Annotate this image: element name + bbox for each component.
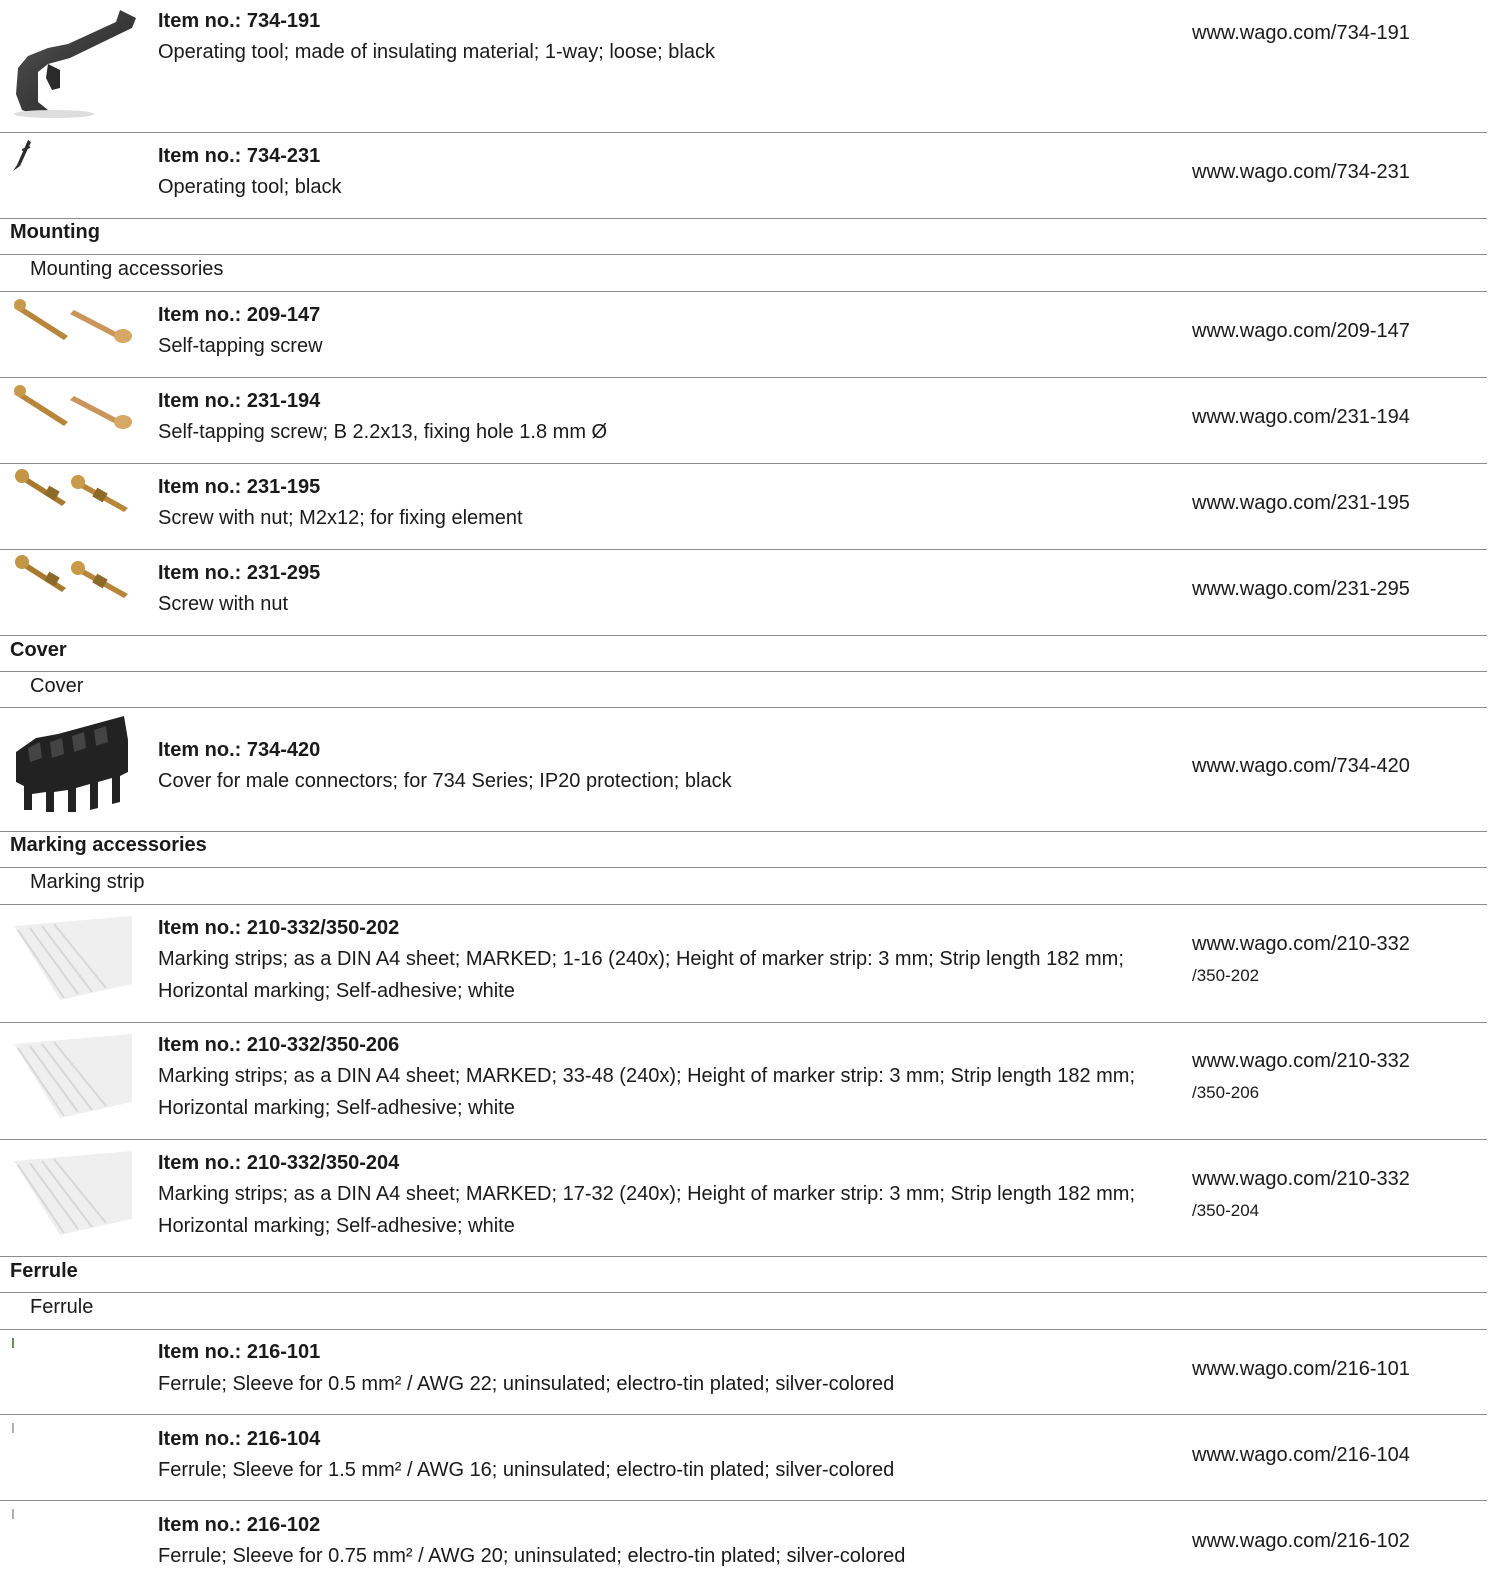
ferrule-image — [8, 1507, 140, 1523]
product-link[interactable]: www.wago.com/209-147 — [1192, 320, 1410, 342]
product-link[interactable]: www.wago.com/231-194 — [1192, 406, 1410, 428]
marking-strip-sheet-image — [8, 912, 140, 1004]
category-heading: Cover — [10, 639, 67, 661]
product-link-line: www.wago.com/210-332 — [1192, 1168, 1410, 1190]
item-number: Item no.: 231-194 — [158, 390, 321, 412]
item-description: Operating tool; made of insulating material; 1-way; loose; black — [158, 41, 715, 63]
product-link-line: /350-204 — [1192, 1201, 1260, 1220]
row-divider — [0, 463, 1487, 464]
product-link-line: /350-206 — [1192, 1083, 1260, 1102]
item-number: Item no.: 210-332/350-206 — [158, 1034, 400, 1056]
category-heading: Ferrule — [10, 1260, 78, 1282]
item-description: Marking strips; as a DIN A4 sheet; MARKED; 17-32 (240x); Height of marker strip: 3 mm; Strip length 182 mm; Horizontal marking; Self-adhesive; white — [158, 1183, 1136, 1237]
item-number: Item no.: 210-332/350-202 — [158, 917, 400, 939]
item-number: Item no.: 209-147 — [158, 304, 321, 326]
category-heading: Mounting — [10, 221, 100, 243]
item-description: Screw with nut — [158, 593, 289, 615]
marking-strip-sheet-image — [8, 1030, 140, 1122]
row-divider — [0, 1500, 1487, 1501]
product-link[interactable] — [1192, 1163, 1482, 1227]
item-number: Item no.: 216-102 — [158, 1514, 321, 1536]
product-link-line: /350-202 — [1192, 966, 1260, 985]
row-divider — [0, 831, 1487, 832]
product-link[interactable]: www.wago.com/216-104 — [1192, 1444, 1410, 1466]
product-link-line: www.wago.com/210-332 — [1192, 933, 1410, 955]
item-number: Item no.: 216-104 — [158, 1428, 321, 1450]
self-tapping-screw-image — [8, 296, 140, 346]
row-divider — [0, 671, 1487, 672]
item-description: Screw with nut; M2x12; for fixing element — [158, 507, 523, 529]
row-divider — [0, 1292, 1487, 1293]
product-link[interactable] — [1192, 1045, 1482, 1109]
row-divider — [0, 377, 1487, 378]
row-divider — [0, 867, 1487, 868]
item-number: Item no.: 210-332/350-204 — [158, 1152, 400, 1174]
item-number: Item no.: 734-420 — [158, 739, 321, 761]
row-divider — [0, 1256, 1487, 1257]
item-description: Ferrule; Sleeve for 1.5 mm² / AWG 16; uninsulated; electro-tin plated; silver-colored — [158, 1459, 895, 1481]
product-link[interactable]: www.wago.com/734-231 — [1192, 161, 1410, 183]
product-link[interactable]: www.wago.com/216-102 — [1192, 1530, 1410, 1552]
row-divider — [0, 549, 1487, 550]
row-divider — [0, 218, 1487, 219]
item-number: Item no.: 231-195 — [158, 476, 321, 498]
item-number: Item no.: 734-231 — [158, 145, 321, 167]
product-link[interactable]: www.wago.com/231-295 — [1192, 578, 1410, 600]
row-divider — [0, 904, 1487, 905]
subcategory-heading: Cover — [30, 675, 84, 697]
item-description: Ferrule; Sleeve for 0.5 mm² / AWG 22; uninsulated; electro-tin plated; silver-colored — [158, 1373, 895, 1395]
operating-tool-hook-image — [8, 6, 140, 120]
subcategory-heading: Mounting accessories — [30, 258, 224, 280]
product-link[interactable] — [1192, 928, 1482, 992]
product-link[interactable]: www.wago.com/734-420 — [1192, 755, 1410, 777]
ferrule-image — [8, 1336, 140, 1352]
item-description: Operating tool; black — [158, 176, 342, 198]
item-description: Self-tapping screw; B 2.2x13, fixing hole 1.8 mm Ø — [158, 421, 608, 443]
male-connector-cover-image — [8, 712, 140, 814]
screw-with-nut-image — [8, 468, 140, 518]
subcategory-heading: Ferrule — [30, 1296, 94, 1318]
row-divider — [0, 707, 1487, 708]
item-description: Marking strips; as a DIN A4 sheet; MARKED; 1-16 (240x); Height of marker strip: 3 mm; Strip length 182 mm; Horizontal marking; Self-adhesive; white — [158, 948, 1124, 1002]
item-description: Ferrule; Sleeve for 0.75 mm² / AWG 20; uninsulated; electro-tin plated; silver-colored — [158, 1545, 906, 1567]
operating-tool-pen-image — [8, 138, 140, 174]
row-divider — [0, 254, 1487, 255]
row-divider — [0, 1022, 1487, 1023]
item-number: Item no.: 734-191 — [158, 10, 321, 32]
self-tapping-screw-image — [8, 382, 140, 432]
item-description: Marking strips; as a DIN A4 sheet; MARKED; 33-48 (240x); Height of marker strip: 3 mm; Strip length 182 mm; Horizontal marking; Self-adhesive; white — [158, 1065, 1136, 1119]
row-divider — [0, 1139, 1487, 1140]
subcategory-heading: Marking strip — [30, 871, 145, 893]
row-divider — [0, 1414, 1487, 1415]
row-divider — [0, 291, 1487, 292]
row-divider — [0, 635, 1487, 636]
row-divider — [0, 1329, 1487, 1330]
item-number: Item no.: 231-295 — [158, 562, 321, 584]
screw-with-nut-image — [8, 554, 140, 604]
item-description: Self-tapping screw — [158, 335, 323, 357]
marking-strip-sheet-image — [8, 1147, 140, 1239]
item-number: Item no.: 216-101 — [158, 1341, 321, 1363]
product-link[interactable]: www.wago.com/216-101 — [1192, 1358, 1410, 1380]
row-divider — [0, 132, 1487, 133]
category-heading: Marking accessories — [10, 834, 207, 856]
product-link[interactable]: www.wago.com/734-191 — [1192, 22, 1410, 44]
item-description: Cover for male connectors; for 734 Series; IP20 protection; black — [158, 770, 732, 792]
ferrule-image — [8, 1421, 140, 1437]
product-link-line: www.wago.com/210-332 — [1192, 1050, 1410, 1072]
product-link[interactable]: www.wago.com/231-195 — [1192, 492, 1410, 514]
